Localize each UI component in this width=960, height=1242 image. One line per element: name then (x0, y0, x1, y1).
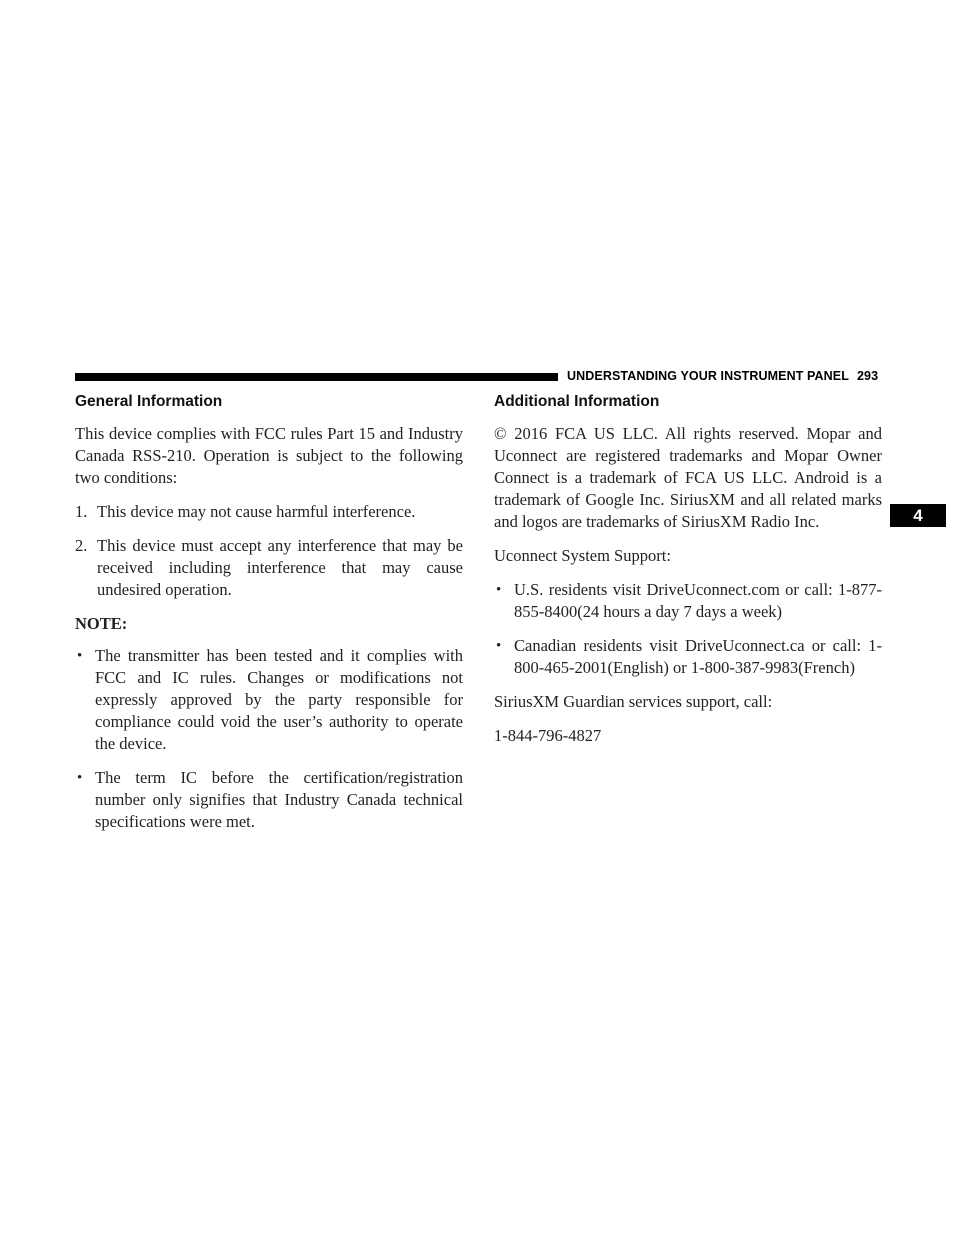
bullet-icon: • (496, 638, 502, 654)
bullet-icon: • (496, 582, 502, 598)
bullet-item (75, 645, 463, 755)
item-text: This device must accept any interference that may be received including interference that may cause undesired operation. (97, 536, 463, 599)
header-rule (75, 373, 558, 381)
left-column (75, 392, 463, 845)
bullet-text: The transmitter has been tested and it complies with FCC and IC rules. Changes or modifications not expressly approved by the party responsible for compliance could void the user’s authority to operate the device. (95, 646, 463, 753)
item-text: This device may not cause harmful interference. (97, 502, 416, 521)
bullet-icon: • (77, 770, 83, 786)
bullet-text: Canadian residents visit DriveUconnect.ca or call: 1-800-465-2001(English) or 1-800-387-9983(French) (514, 636, 882, 677)
fcc-intro-paragraph: This device complies with FCC rules Part 15 and Industry Canada RSS-210. Operation is subject to the following two conditions: (75, 424, 463, 487)
bullet-item (494, 635, 882, 679)
chapter-tab: 4 (890, 504, 946, 527)
copyright-paragraph: © 2016 FCA US LLC. All rights reserved. Mopar and Uconnect are registered trademarks and Mopar Owner Connect is a trademark of FCA US LLC. Android is a trademark of Google Inc. SiriusXM and all related marks and logos are trademarks of SiriusXM Radio Inc. (494, 424, 882, 531)
general-information-heading: General Information (75, 393, 223, 410)
item-number: 2. (75, 536, 88, 555)
bullet-text: U.S. residents visit DriveUconnect.com or call: 1-877-855-8400(24 hours a day 7 days a week) (514, 580, 882, 621)
bullet-item (494, 579, 882, 623)
note-label: NOTE: (75, 614, 128, 633)
section-title: UNDERSTANDING YOUR INSTRUMENT PANEL (567, 369, 849, 383)
guardian-phone: 1-844-796-4827 (494, 726, 602, 745)
page-number: 293 (856, 369, 879, 383)
bullet-text: The term IC before the certification/registration number only signifies that Industry Canada technical specifications were met. (95, 768, 463, 831)
additional-information-heading: Additional Information (494, 393, 660, 410)
guardian-label: SiriusXM Guardian services support, call: (494, 692, 773, 711)
support-label: Uconnect System Support: (494, 546, 671, 565)
numbered-item (75, 535, 463, 601)
right-column (494, 392, 882, 759)
bullet-icon: • (77, 648, 83, 664)
bullet-item (75, 767, 463, 833)
numbered-item (75, 501, 463, 523)
running-header (567, 369, 887, 385)
item-number: 1. (75, 502, 88, 521)
